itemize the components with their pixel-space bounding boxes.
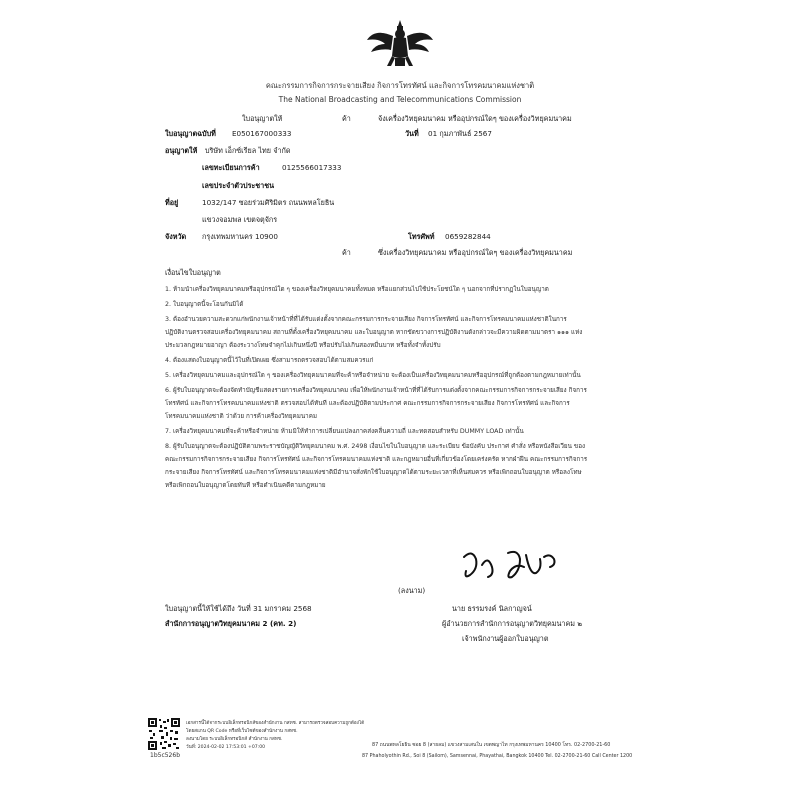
trade-value: ซึ่งเครื่องวิทยุคมนาคม หรืออุปกรณ์ใดๆ ของเครื่องวิทยุคมนาคม (378, 248, 573, 257)
commerce-reg-value: 0125566017333 (282, 163, 342, 172)
condition-line: โทรคมนาคมแห่งชาติ ว่าด้วย การค้าเครื่องวิทยุคมนาคม (165, 413, 318, 420)
qr-code-id: 1b5c526b (150, 752, 181, 759)
trade-label: ค้า (342, 248, 351, 257)
footer-verify-line: วันที่: 2024-02-02 17:53:01 +07:00 (186, 745, 266, 750)
issuing-office: สำนักการอนุญาตวิทยุคมนาคม 2 (คท. 2) (165, 619, 297, 628)
commerce-reg-label: เลขทะเบียนการค้า (202, 163, 260, 172)
signed-label: (ลงนาม) (398, 586, 426, 595)
citizen-id-label: เลขประจำตัวประชาชน (202, 181, 274, 190)
conditions-heading: เงื่อนไขใบอนุญาต (165, 268, 221, 277)
phone-label: โทรศัพท์ (408, 232, 435, 241)
address-line1: 1032/147 ซอยร่วมศิริมิตร ถนนพหลโยธิน (202, 198, 335, 207)
signatory-name: นาย ธรรมรงค์ นิลกาญจน์ (452, 604, 532, 613)
condition-line: ประมวลกฎหมายอาญา ต้องระวางโทษจำคุกไม่เกินหนึ่งปี หรือปรับไม่เกินสองหมื่นบาท หรือทั้งจำทั้งปรับ (165, 342, 441, 349)
footer-verify-line: เอกสารนี้ได้จากระบบอิเล็กทรอนิกส์ของสำนักงาน กสทช. สามารถตรวจสอบความถูกต้องได้ (186, 721, 365, 726)
license-type-label: ใบอนุญาตให้ (242, 114, 283, 123)
commission-name-english: The National Broadcasting and Telecommunications Commission (278, 95, 522, 104)
license-number-value: E050167000333 (232, 129, 292, 138)
signatory-position: ผู้อำนวยการสำนักการอนุญาตวิทยุคมนาคม ๒ (442, 619, 583, 628)
grantee-label: อนุญาตให้ (165, 146, 198, 155)
province-label: จังหวัด (165, 232, 187, 241)
qr-code-icon (148, 718, 180, 750)
license-date-value: 01 กุมภาพันธ์ 2567 (428, 129, 492, 138)
footer-verify-line: ลงนามโดย ระบบอิเล็กทรอนิกส์ สำนักงาน กสทช. (186, 737, 283, 742)
license-date-label: วันที่ (405, 129, 419, 138)
condition-line: 6. ผู้รับใบอนุญาตจะต้องจัดทำบัญชีแสดงรายการเครื่องวิทยุคมนาคม เพื่อให้พนักงานเจ้าหน้าที่ที่ได้รับการแต่งตั้งจากคณะกรรมการกิจการกระจายเสียง กิจการ (165, 387, 587, 394)
license-number-label: ใบอนุญาตฉบับที่ (165, 129, 216, 138)
footer-verify-line: โดยสแกน QR Code หรือที่เว็บไซต์ของสำนักงาน กสทช. (186, 729, 298, 734)
grantee-value: บริษัท เอ็กซ์เรียล ไทย จำกัด (205, 146, 291, 155)
condition-line: 7. เครื่องวิทยุคมนาคมที่จะค้าหรือจำหน่าย ห้ามมิให้ทำการเปลี่ยนแปลงภาคส่งคลื่นความถี่ และทดสอบสำหรับ DUMMY LOAD เท่านั้น (165, 428, 524, 435)
condition-line: 5. เครื่องวิทยุคมนาคมและอุปกรณ์ใด ๆ ของเครื่องวิทยุคมนาคมที่จะค้าหรือจำหน่าย จะต้องเป็นเครื่องวิทยุคมนาคมหรืออุปกรณ์ที่ถูกต้องตามกฎหมายเท่านั้น (165, 372, 581, 379)
address-label: ที่อยู่ (165, 198, 179, 207)
signatory-role: เจ้าพนักงานผู้ออกใบอนุญาต (462, 634, 549, 643)
address-line2: แขวงจอมพล เขตจตุจักร (202, 215, 278, 224)
handwritten-signature-icon (458, 545, 568, 587)
condition-line: 8. ผู้รับใบอนุญาตจะต้องปฏิบัติตามพระราชบัญญัติวิทยุคมนาคม พ.ศ. 2498 เงื่อนไขในใบอนุญาต และระเบียบ ข้อบังคับ ประกาศ คำสั่ง หรือหนังสือเวียน ของ (165, 443, 586, 450)
footer-address-english: 87 Phaholyothin Rd., Soi 8 (Sailom), Samsennai, Phayathai, Bangkok 10400 Tel. 02-2700-21-60 Call Center 1200 (362, 754, 633, 759)
condition-line: โทรทัศน์ และกิจการโทรคมนาคมแห่งชาติ ตรวจสอบได้ทันที และต้องปฏิบัติตามประกาศ คณะกรรมการกิจการกระจายเสียง กิจการโทรทัศน์ และกิจการ (165, 400, 570, 407)
footer-address-thai: 87 ถนนพหลโยธิน ซอย 8 (สายลม) แขวงสามเสนใน เขตพญาไท กรุงเทพมหานคร 10400 โทร. 02-2700-21-60 (372, 742, 611, 748)
condition-line: 4. ต้องแสดงใบอนุญาตนี้ไว้ในที่เปิดเผย ซึ่งสามารถตรวจสอบได้ตามสมควรแก่ (165, 357, 374, 364)
condition-line: 3. ต้องอำนวยความสะดวกแก่พนักงานเจ้าหน้าที่ที่ได้รับแต่งตั้งจากคณะกรรมการกระจายเสียง กิจการโทรทัศน์ และกิจการโทรคมนาคมแห่งชาติในการ (165, 316, 567, 323)
condition-line: ปฏิบัติงานตรวจสอบเครื่องวิทยุคมนาคม สถานที่ตั้งเครื่องวิทยุคมนาคม และใบอนุญาต หากขัดขวางการปฏิบัติงานดังกล่าวจะมีความผิดตามมาตรา ๑๑๑ แห่ง (165, 329, 583, 336)
condition-line: หรือเพิกถอนใบอนุญาตโดยทันที หรือดำเนินคดีตามกฎหมาย (165, 482, 326, 489)
commission-name-thai: คณะกรรมการกิจการกระจายเสียง กิจการโทรทัศน์ และกิจการโทรคมนาคมแห่งชาติ (265, 81, 535, 90)
condition-line: คณะกรรมการกิจการกระจายเสียง กิจการโทรทัศน์ และกิจการโทรคมนาคมแห่งชาติ และกฎหมายอื่นที่เกี่ยวข้องโดยเคร่งครัด หากฝ่าฝืน คณะกรรมการกิจการ (165, 456, 588, 463)
license-type-value: ค้า (342, 114, 351, 123)
phone-value: 0659282844 (445, 232, 491, 241)
license-expiry: ใบอนุญาตนี้ให้ใช้ได้ถึง วันที่ 31 มกราคม 2568 (165, 604, 312, 613)
garuda-emblem-icon (365, 18, 435, 70)
license-type-desc: จ้งเครื่องวิทยุคมนาคม หรืออุปกรณ์ใดๆ ของเครื่องวิทยุคมนาคม (378, 114, 572, 123)
province-value: กรุงเทพมหานคร 10900 (202, 232, 278, 241)
condition-line: กระจายเสียง กิจการโทรทัศน์ และกิจการโทรคมนาคมแห่งชาติมีอำนาจสั่งพักใช้ใบอนุญาตได้ตามระยะเวลาที่เห็นสมควร หรือเพิกถอนใบอนุญาต หรือลงโทษ (165, 469, 582, 476)
condition-line: 2. ใบอนุญาตนี้จะโอนกันมิได้ (165, 301, 244, 308)
condition-line: 1. ห้ามนำเครื่องวิทยุคมนาคมหรืออุปกรณ์ใด ๆ ของเครื่องวิทยุคมนาคมทั้งหมด หรือแยกส่วนไปใช้ประโยชน์ใด ๆ นอกจากที่ปรากฏในใบอนุญาต (165, 286, 549, 293)
